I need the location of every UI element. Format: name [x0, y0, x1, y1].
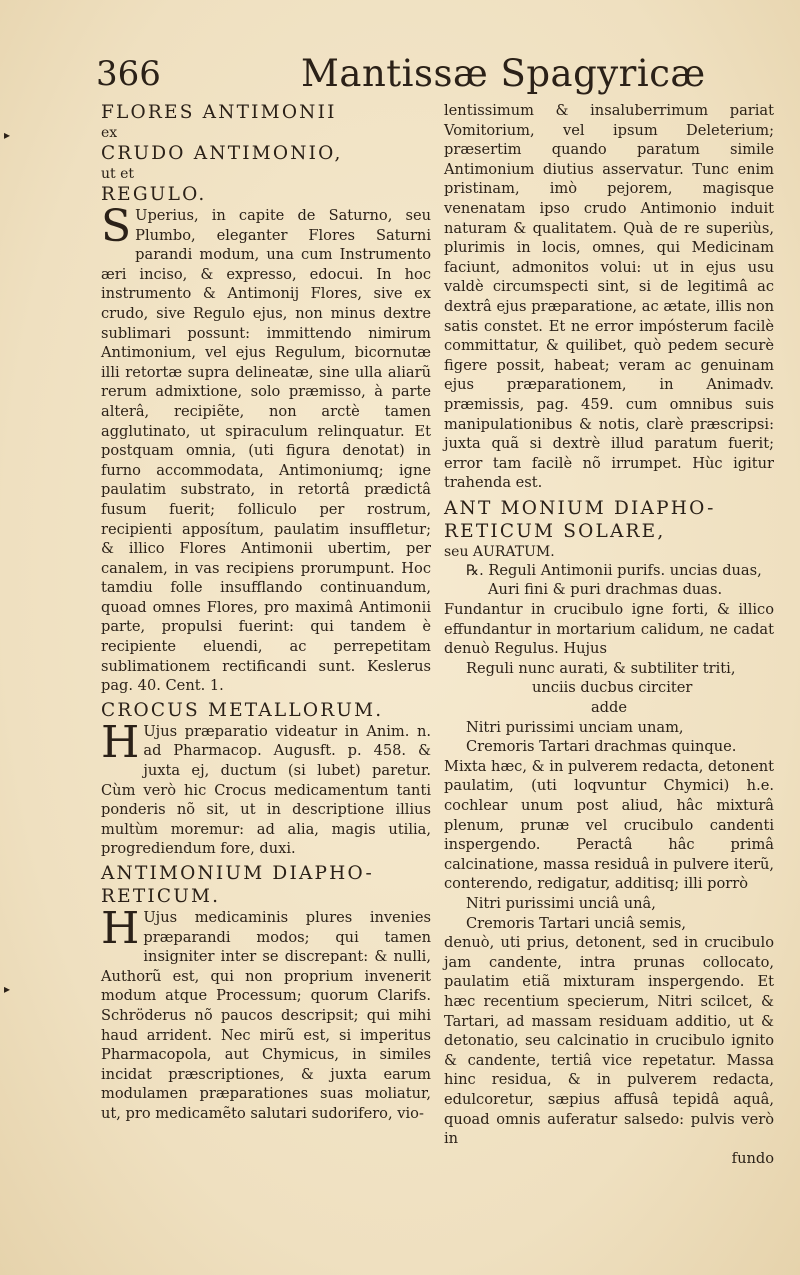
section-title-ex: ex: [101, 125, 118, 141]
running-head: Mantissæ Spagyricæ: [301, 52, 706, 95]
paragraph-text: lentissimum & insaluberrimum pariat Vomitorium, vel ipsum Deleterium; præsertim quando paratum simile Antimonium diutius asservatur. Tunc enim pristinam, imò pejorem, magisque venenatam ipso crudo Antimonio induit naturam & qualitatem. Quà de re superiùs, plurimis in locis, omnes, qui Medicinam faciunt, admonitos volui: ut in ejus usu valdè circumspecti sint, si de legitimâ ac dextrâ ejus præparatione, ac ætate, illis non satis constet. Et ne error impósterum facilè committatur, & quilibet, quò pedem securè figere possit, habeat; veram ac genuinam ejus præparationem, in Animadv. præmissis, pag. 459. cum omnibus suis manipulationibus & notis, clarè præscripsi: juxta quã si dextrè illud paratum fuerit; error tam facilè nõ irrumpet. Hùc igitur trahenda est.: [444, 102, 774, 492]
section-subtitle: seu AURATUM.: [444, 543, 555, 560]
recipe-line: Reguli nunc aurati, & subtiliter triti,: [466, 659, 736, 677]
section-title-line: REGULO.: [101, 184, 207, 205]
drop-cap: H: [101, 716, 140, 768]
recipe-line: unciis ducbus circiter: [532, 679, 693, 697]
margin-mark: ▸: [4, 982, 11, 996]
catchword: fundo: [731, 1149, 774, 1167]
paragraph: [101, 201, 431, 696]
paragraph: [101, 716, 431, 859]
page-header: [96, 50, 776, 98]
section-title: FLORES ANTIMONII: [101, 102, 337, 123]
page-number: 366: [96, 54, 161, 94]
section-title: CROCUS METALLORUM.: [101, 699, 384, 721]
right-column: [444, 101, 774, 1168]
left-column: [101, 101, 431, 1124]
recipe-line: Cremoris Tartari unciâ semis,: [466, 914, 687, 932]
recipe-line: ℞. Reguli Antimonii purifs. uncias duas,: [466, 561, 762, 579]
paragraph-text: Ujus medicaminis plures invenies præparandi modos; qui tamen insigniter inter se discrepant: & nulli, Authorũ est, qui non proprium invenerit modum atque Processum; quorum Clarifs. Schröderus nõ paucos descripsit; qui mihi haud arrident. Nec mirũ est, si imperitus Pharmacopola, aut Chymicus, in similes incidat præscriptiones, & juxta earum modulamen præparationes suas moliatur, ut, pro medicamẽto salutari sudorifero, vio-: [101, 909, 431, 1122]
paragraph-text: Uperius, in capite de Saturno, seu Plumbo, eleganter Flores Saturni parandi modum, una cum Instrumento æri inciso, & expresso, edocui. In hoc instrumento & Antimonij Flores, sive ex crudo, sive Regulo ejus, non minus dextre sublimari possunt: immittendo nimirum Antimonium, vel ejus Regulum, bicornutæ illi retortæ supra delineatæ, sine ulla aliarũ rerum admixtione, solo præmisso, à parte alterâ, recipiẽte, non arctè tamen agglutinato, ut spiraculum relinquatur. Et postquam omnia, (uti figura denotat) in furno accommodata, Antimoniumq; igne paulatim substrato, in retortâ prædictâ fusum fuerit; folliculo per rostrum, recipienti apposítum, paulatim insuffletur; & illico Flores Antimonii ubertim, per canalem, in vas recipiens prorumpunt. Hoc tamdiu folle insufflando continuandum, quoad omnes Flores, pro maximâ Antimonii parte, propulsi fuerint: qui tandem è recipiente eluendi, ac perrepetitam sublimationem rectificandi sunt. Keslerus pag. 40. Cent. 1.: [101, 207, 431, 695]
paragraph-text: Mixta hæc, & in pulverem redacta, detonent paulatim, (uti loqvuntur Chymici) h.e. cochlear unum post aliud, hâc mixturâ plenum, prunæ vel crucibulo candenti inspergendo. Peractâ hâc primâ calcinatione, massa residuâ in pulvere iterũ, conterendo, redigatur, additisq; illi porrò: [444, 757, 774, 893]
paragraph-text: Ujus præparatio videatur in Anim. n. ad Pharmacop. Augusft. p. 458. & juxta ej, ductum (si lubet) paretur. Cùm verò hic Crocus medicamentum tanti ponderis nõ sit, ut in descriptione illius multùm moremur: ad alia, magis utilia, progrediendum fore, duxi.: [101, 722, 431, 858]
drop-cap: S: [101, 201, 132, 252]
drop-cap: H: [101, 903, 140, 954]
paragraph-text: Fundantur in crucibulo igne forti, & illico effundantur in mortarium calidum, ne cadat denuò Regulus. Hujus: [444, 601, 774, 658]
recipe-line: adde: [590, 699, 628, 717]
section-title-line: RETICUM.: [101, 886, 221, 907]
section-title-line: CRUDO ANTIMONIO,: [101, 143, 343, 164]
section-title: ANTIMONIUM DIAPHO-: [101, 863, 374, 884]
section-title-ut-et: ut et: [101, 166, 135, 182]
section-title-line: RETICUM SOLARE,: [444, 520, 666, 542]
recipe-line: Nitri purissimi unciam unam,: [466, 718, 684, 736]
paragraph-text: denuò, uti prius, detonent, sed in crucibulo jam candente, intra prunas collocato, paulatim etiã mixturam inspergendo. Et hæc recentium specierum, Nitri scilcet, & Tartari, ad massam residuam additio, ut & detonatio, seu calcinatio in crucibulo ignito & candente, tertiâ vice repetatur. Massa hinc residua, & in pulverem redacta, edulcoretur, sæpius affusâ tepidâ aquâ, quoad omnis auferatur salsedo: pulvis verò in: [444, 934, 774, 1148]
recipe-line: Auri fini & puri drachmas duas.: [488, 581, 723, 599]
section-title: ANT MONIUM DIAPHO-: [444, 497, 716, 519]
recipe-line: Cremoris Tartari drachmas quinque.: [466, 738, 737, 756]
recipe-line: Nitri purissimi unciâ unâ,: [466, 894, 656, 912]
paragraph: [101, 903, 431, 1124]
margin-mark: ▸: [4, 128, 11, 142]
